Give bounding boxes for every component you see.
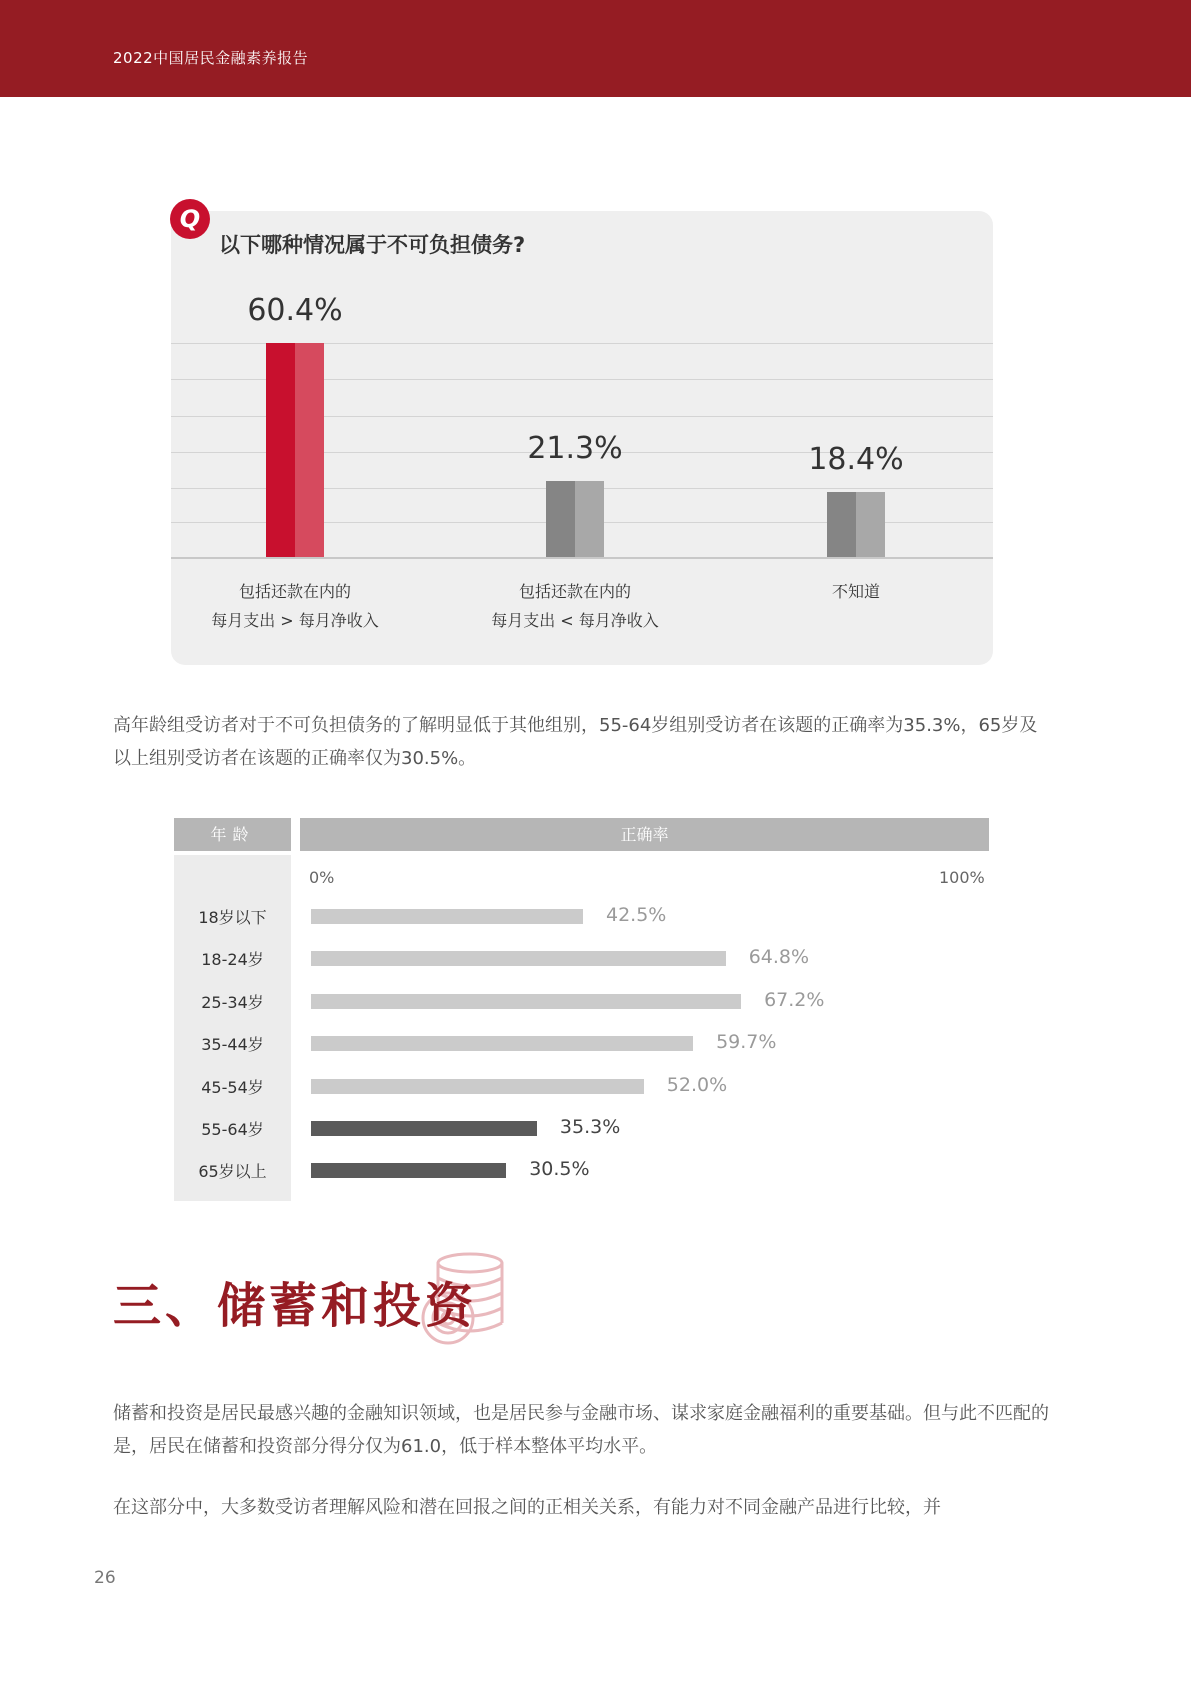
question-badge: Q xyxy=(170,199,210,239)
question-bar-category: 不知道 xyxy=(831,582,880,601)
chart-baseline xyxy=(171,557,993,559)
question-bar-category: 包括还款在内的 每月支出 > 每月净收入 xyxy=(211,582,379,630)
table-header-rate: 正确率 xyxy=(300,818,989,851)
report-title: 2022中国居民金融素养报告 xyxy=(113,49,309,67)
age-bar-value: 64.8% xyxy=(748,946,810,969)
axis-max-label: 100% xyxy=(939,868,985,887)
age-bar xyxy=(311,1079,644,1094)
age-label: 45-54岁 xyxy=(201,1077,264,1097)
age-bar-value: 67.2% xyxy=(764,988,825,1011)
age-bar xyxy=(311,1036,693,1051)
age-label: 25-34岁 xyxy=(201,992,264,1012)
age-bar xyxy=(311,951,726,966)
question-bar-value: 21.3% xyxy=(527,431,623,467)
question-bar xyxy=(827,492,885,557)
question-title: 以下哪种情况属于不可负担债务? xyxy=(219,233,526,257)
section-title: 三、储蓄和投资 xyxy=(113,1278,478,1334)
age-bar xyxy=(311,994,741,1009)
age-bar xyxy=(311,1163,506,1178)
question-bar-value: 60.4% xyxy=(247,292,343,328)
question-bar-value: 18.4% xyxy=(808,441,904,477)
table-header-age: 年龄 xyxy=(174,818,291,851)
question-bar xyxy=(266,343,324,557)
age-bar-value: 59.7% xyxy=(716,1031,777,1054)
age-bar xyxy=(311,909,583,924)
age-bar-value: 52.0% xyxy=(666,1073,728,1096)
page-number: 26 xyxy=(94,1568,116,1588)
age-bar xyxy=(311,1121,537,1136)
age-label: 18-24岁 xyxy=(201,950,264,970)
paragraph-2: 储蓄和投资是居民最感兴趣的金融知识领域，也是居民参与金融市场、谋求家庭金融福利的重要基础。但与此不匹配的是，居民在储蓄和投资部分得分仅为61.0，低于样本整体平均水平。 xyxy=(113,1403,1049,1457)
question-bar xyxy=(546,481,604,557)
age-bar-value: 35.3% xyxy=(559,1116,621,1138)
age-label: 55-64岁 xyxy=(201,1120,264,1139)
age-label: 18岁以下 xyxy=(198,908,267,927)
age-label: 35-44岁 xyxy=(201,1035,264,1055)
question-bar-category: 包括还款在内的 每月支出 < 每月净收入 xyxy=(491,582,659,630)
age-bar-value: 42.5% xyxy=(606,904,667,926)
axis-min-label: 0% xyxy=(309,868,335,887)
paragraph-3: 在这部分中，大多数受访者理解风险和潜在回报之间的正相关关系，有能力对不同金融产品进行比较，并 xyxy=(113,1497,941,1518)
paragraph-1: 高年龄组受访者对于不可负担债务的了解明显低于其他组别，55-64岁组别受访者在该题的正确率为35.3%，65岁及以上组别受访者在该题的正确率仅为30.5%。 xyxy=(113,715,1038,769)
page-header xyxy=(0,0,1191,97)
age-bar-value: 30.5% xyxy=(529,1158,590,1181)
age-label: 65岁以上 xyxy=(198,1162,267,1182)
